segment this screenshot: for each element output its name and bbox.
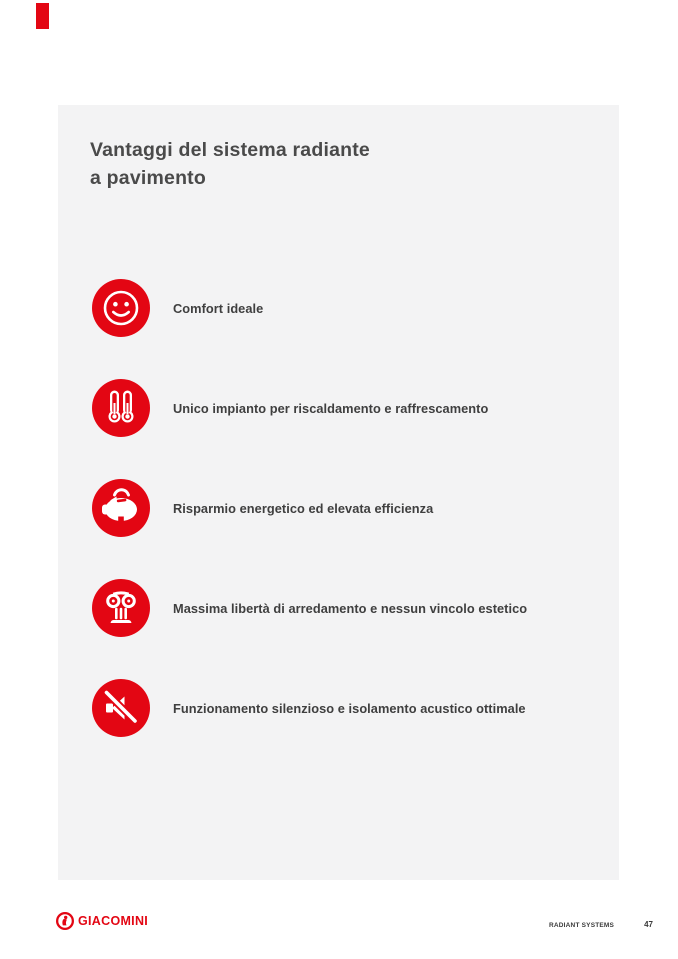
thermometers-icon <box>92 379 150 437</box>
benefit-row-savings <box>92 479 433 537</box>
page-title-line1: Vantaggi del sistema radiante <box>90 139 370 161</box>
benefit-row-silent <box>92 679 526 737</box>
page-number: 47 <box>644 920 653 929</box>
footer-section-label: RADIANT SYSTEMS <box>548 922 615 929</box>
benefit-label: Funzionamento silenzioso e isolamento acustico ottimale <box>173 700 526 716</box>
content-panel <box>58 105 619 880</box>
benefit-label: Risparmio energetico ed elevata efficienza <box>173 500 434 516</box>
benefit-row-heating-cooling <box>92 379 488 437</box>
giacomini-logo-icon <box>56 912 74 930</box>
page-title-line2: a pavimento <box>90 167 206 189</box>
page-corner-red-tab <box>36 3 49 29</box>
piggy-bank-icon <box>92 479 150 537</box>
benefit-row-freedom <box>92 579 527 637</box>
brand-wordmark: GIACOMINI <box>78 914 149 928</box>
brand-logo <box>56 912 148 930</box>
benefit-row-comfort <box>92 279 263 337</box>
column-icon <box>92 579 150 637</box>
benefit-label: Comfort ideale <box>173 300 264 316</box>
page-title <box>90 136 370 192</box>
muted-speaker-icon <box>92 679 150 737</box>
footer-right <box>549 920 653 929</box>
benefit-label: Massima libertà di arredamento e nessun vincolo estetico <box>173 600 528 616</box>
smiley-icon <box>92 279 150 337</box>
benefit-label: Unico impianto per riscaldamento e raffrescamento <box>173 400 489 416</box>
